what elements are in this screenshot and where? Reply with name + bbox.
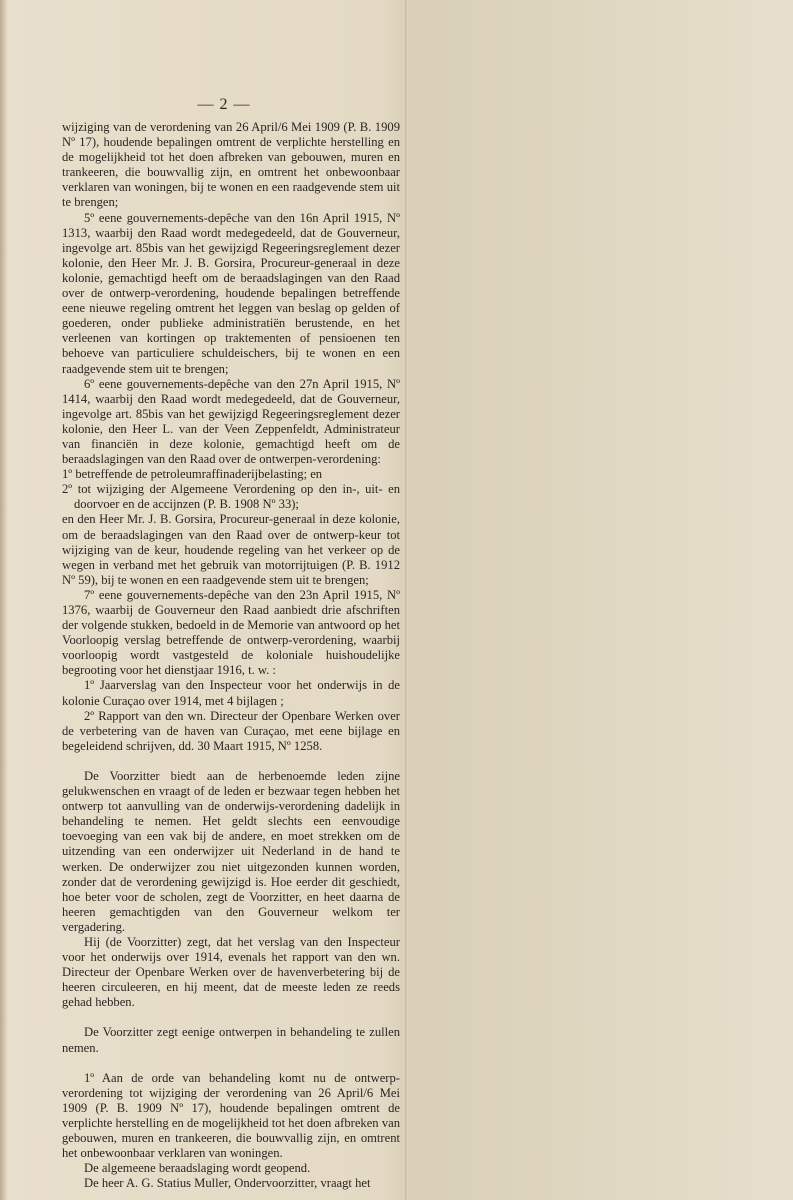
paragraph: De Voorzitter zegt eenige ontwerpen in behandeling te zullen nemen.: [62, 1025, 400, 1055]
paragraph: en den Heer Mr. J. B. Gorsira, Procureur-generaal in deze kolonie, om de beraadslagingen van den Raad over de ontwerp-keur tot wijziging van de keur, houdende regeling van het verkeer op de wegen in verband met het gebruik van motorrijtuigen (P. B. 1912 Nº 59), bij te wonen en een raadgevende stem uit te brengen;: [62, 512, 400, 587]
page-number: — 2 —: [197, 96, 251, 113]
paragraph: 7º eene gouvernements-depêche van den 23n April 1915, Nº 1376, waarbij de Gouverneur den Raad aanbiedt drie afschriften der volgende stukken, bedoeld in de Memorie van antwoord op het Voorloopig verslag betreffende de ontwerp-verordening, waarbij voorloopig wordt vastgesteld de koloniale huishoudelijke begrooting voor het dienstjaar 1916, t. w. :: [62, 587, 400, 678]
paragraph: De algemeene beraadslaging wordt geopend.: [84, 1161, 311, 1176]
paragraph: wijziging van de verordening van 26 April/6 Mei 1909 (P. B. 1909 Nº 17), houdende bepalingen omtrent de verplichte herstelling en de mogelijkheid tot het doen afbreken van gebouwen, muren en trankeeren, die bouwvallig zijn, en omtrent het onbewoonbaar verklaren van woningen, bij te wonen en een raadgevende stem uit te brengen;: [62, 120, 400, 210]
paragraph: De heer A. G. Statius Muller, Ondervoorzitter, vraagt het: [84, 1176, 371, 1191]
list-item: 2º Rapport van den wn. Directeur der Openbare Werken over de verbetering van de haven van Curaçao, met eene bijlage en begeleidend schrijven, dd. 30 Maart 1915, Nº 1258.: [62, 708, 400, 753]
page-edge-shadow: [0, 0, 8, 1200]
paragraph: 5º eene gouvernements-depêche van den 16n April 1915, Nº 1313, waarbij den Raad wordt medegedeeld, dat de Gouverneur, ingevolge art. 85bis van het gewijzigd Regeeringsreglement dezer kolonie, den Heer Mr. J. B. Gorsira, Procureur-generaal in deze kolonie, gemachtigd heeft om de beraadslagingen van den Raad over de ontwerp-verordening, houdende bepalingen betreffende eene nieuwe regeling omtrent het leggen van beslag op gelden of goederen, onder publieke administratiën berustende, en het verleenen van kortingen op traktementen of pensioenen ten behoeve van particuliere schuldeischers, bij te wonen en een raadgevende stem uit te brengen;: [62, 210, 400, 376]
list-item: 1º betreffende de petroleumraffinaderijbelasting; en: [62, 467, 323, 482]
body-text: [62, 120, 400, 1191]
paragraph: Hij (de Voorzitter) zegt, dat het verslag van den Inspecteur voor het onderwijs over 1914, evenals het rapport van den wn. Directeur der Openbare Werken over de havenverbetering bij de heeren circuleeren, en hij meent, dat de meeste leden ze reeds gehad hebben.: [62, 934, 400, 1010]
show-through-bleed: [560, 70, 760, 190]
paragraph: 6º eene gouvernements-depêche van den 27n April 1915, Nº 1414, waarbij den Raad wordt medegedeeld, dat de Gouverneur, ingevolge art. 85bis van het gewijzigd Regeeringsreglement dezer kolonie, den Heer L. van der Veen Zeppenfeldt, Administrateur van financiën in deze kolonie, gemachtigd heeft om de beraadslagingen van den Raad over de ontwerpen-verordening:: [62, 376, 400, 467]
paragraph: 1º Aan de orde van behandeling komt nu de ontwerp-verordening tot wijziging der verordening van 26 April/6 Mei 1909 (P. B. 1909 Nº 17), houdende bepalingen omtrent de verplichte herstelling en de mogelijkheid tot het doen afbreken van gebouwen, muren en trankeeren, die bouwvallig zijn, en omtrent het onbewoonbaar verklaren van woningen.: [62, 1070, 400, 1161]
list-item: 1º Jaarverslag van den Inspecteur voor het onderwijs in de kolonie Curaçao over 1914, met 4 bijlagen ;: [62, 678, 400, 708]
list-item: 2º tot wijziging der Algemeene Verordening op den in-, uit- en doorvoer en de accijnzen (P. B. 1908 Nº 33);: [62, 482, 400, 512]
paragraph: De Voorzitter biedt aan de herbenoemde leden zijne gelukwenschen en vraagt of de leden er bezwaar tegen hebben het ontwerp tot aanvulling van de onderwijs-verordening dadelijk in behandeling te nemen. Het geldt slechts een eenvoudige toevoeging van een vak bij de andere, en moet strekken om de uitzending van een onderwijzer uit Nederland in de hand te werken. De onderwijzer zou niet uitgezonden kunnen worden, zonder dat de verordening gewijzigd is. Hoe eerder dit geschiedt, hoe beter voor de scholen, zegt de Voorzitter, en heet daarna de heeren gemachtigden van den Gouverneur welkom ter vergadering.: [62, 768, 400, 934]
page-fold: [405, 0, 408, 1200]
